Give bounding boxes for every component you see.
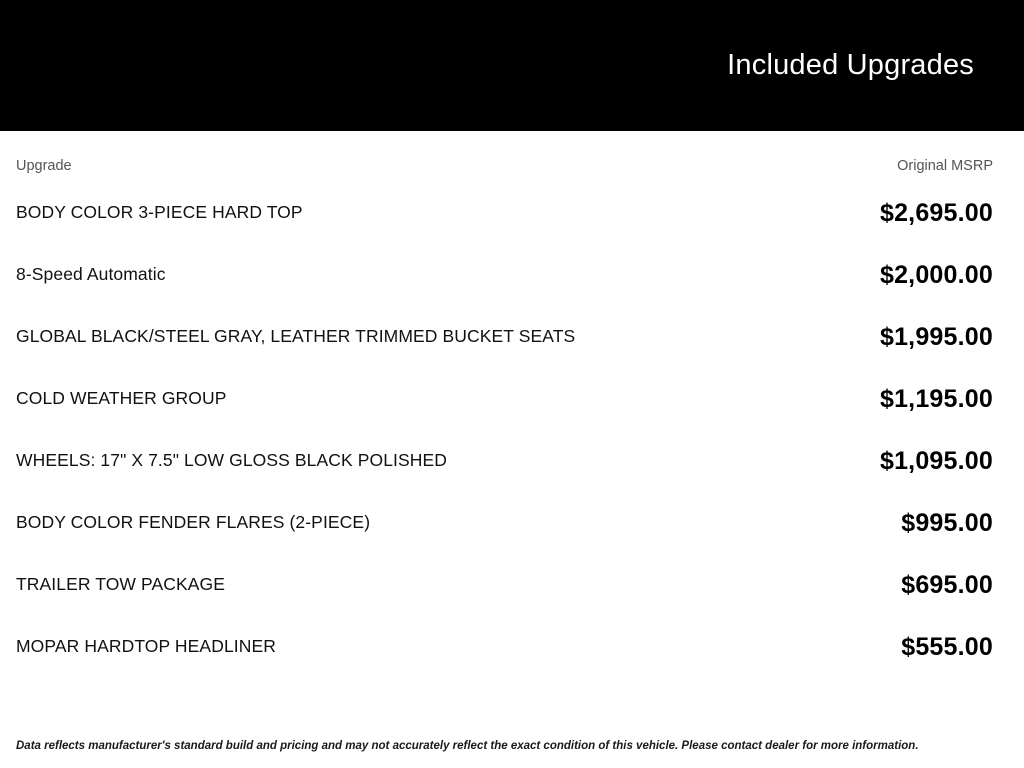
table-row [16,554,993,616]
table-row [16,492,993,554]
upgrade-name: COLD WEATHER GROUP [16,388,227,409]
disclaimer-text: Data reflects manufacturer's standard build and pricing and may not accurately reflect the exact condition of this vehicle. Please contact dealer for more information. [16,740,919,753]
upgrade-price: $995.00 [901,508,993,537]
upgrade-price: $2,000.00 [879,260,993,289]
upgrade-name: GLOBAL BLACK/STEEL GRAY, LEATHER TRIMMED BUCKET SEATS [16,326,576,347]
upgrade-name: MOPAR HARDTOP HEADLINER [16,636,276,657]
table-row [16,182,993,244]
page-title: Included Upgrades [727,49,974,82]
upgrade-price: $2,695.00 [879,198,993,227]
upgrades-table [16,182,993,735]
column-header-upgrade: Upgrade [16,158,72,174]
table-row [16,616,993,678]
upgrade-price: $1,995.00 [879,322,993,351]
upgrade-price: $695.00 [901,570,993,599]
upgrade-name: 8-Speed Automatic [16,264,166,285]
upgrade-price: $1,195.00 [879,384,993,413]
header-bar [0,0,1024,131]
column-header-msrp: Original MSRP [897,158,993,174]
upgrades-content [0,131,1024,768]
table-row [16,368,993,430]
table-header-row [16,131,993,182]
table-row [16,430,993,492]
upgrade-name: BODY COLOR 3-PIECE HARD TOP [16,202,303,223]
upgrade-price: $1,095.00 [879,446,993,475]
upgrade-name: WHEELS: 17" X 7.5" LOW GLOSS BLACK POLISHED [16,450,448,471]
upgrade-name: TRAILER TOW PACKAGE [16,574,226,595]
table-row [16,244,993,306]
upgrade-price: $555.00 [901,632,993,661]
table-row [16,306,993,368]
upgrade-name: BODY COLOR FENDER FLARES (2-PIECE) [16,512,371,533]
